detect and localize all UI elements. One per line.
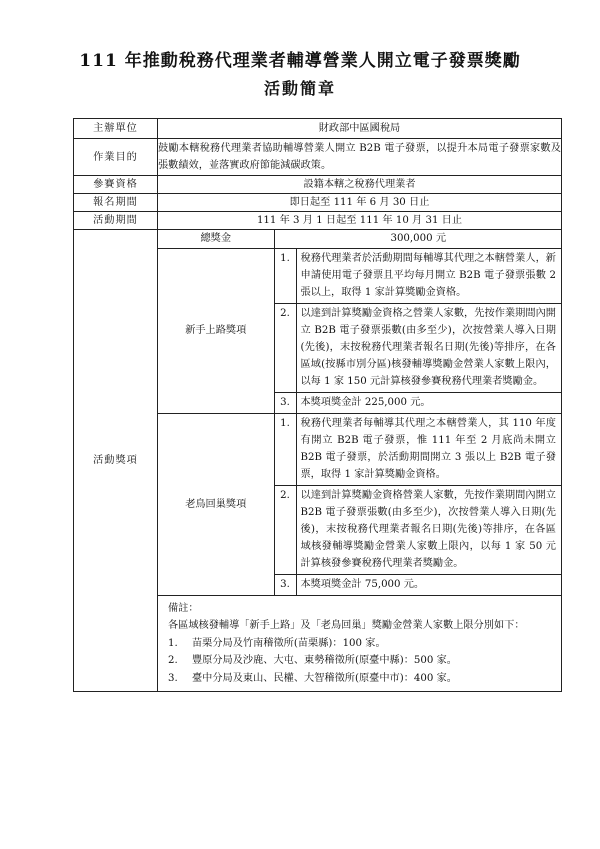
purpose-label: 作業目的 [74, 139, 158, 176]
note-item-3-num: 3. [168, 672, 178, 684]
eligibility-label: 參賽資格 [74, 176, 158, 194]
veteran-item-2-text: 以達到計算獎勵金資格營業人家數，先按作業期間內開立 B2B 電子發票張數(由多至少)，次按營業人導入日期(先後)，末按稅務代理業者報名日期(先後)等排序，在各區域核發輔導獎勵金營業人家數上限內，以每 1 家 50 元計算核發參賽稅務代理業者獎勵金。 [296, 485, 562, 574]
veteran-award-name: 老鳥回巢獎項 [158, 413, 274, 595]
registration-value: 即日起至 111 年 6 月 30 日止 [158, 194, 562, 212]
row-eligibility [74, 176, 562, 194]
note-item-3 [168, 670, 554, 688]
organizer-value: 財政部中區國稅局 [158, 119, 562, 139]
note-item-2-num: 2. [168, 655, 178, 666]
newbie-item-2-num: 2. [274, 303, 296, 392]
activity-table [73, 118, 562, 692]
row-purpose [74, 139, 562, 176]
total-prize-value: 300,000 元 [274, 230, 562, 248]
veteran-item-1-num: 1. [274, 413, 296, 485]
newbie-item-3-num: 3. [274, 392, 296, 413]
awards-label: 活動獎項 [74, 230, 158, 692]
note-cell [158, 595, 562, 691]
document-title: 111 年推動稅務代理業者輔導營業人開立電子發票獎勵 [79, 51, 521, 71]
veteran-item-1-text: 稅務代理業者每輔導其代理之本轄營業人，其 110 年度有開立 B2B 電子發票，惟 111 年至 2 月底尚未開立 B2B 電子發票，於活動期間開立 3 張以上 B2B 電子發票，取得 1 家計算獎勵金資格。 [296, 413, 562, 485]
activity-period-value: 111 年 3 月 1 日起至 111 年 10 月 31 日止 [158, 212, 562, 230]
eligibility-value: 設籍本轄之稅務代理業者 [158, 176, 562, 194]
activity-period-label: 活動期間 [74, 212, 158, 230]
note-item-3-text: 臺中分局及東山、民權、大智稽徵所(原臺中市)：400 家。 [192, 672, 457, 684]
row-registration [74, 194, 562, 212]
awards-cell [158, 230, 562, 692]
document-subtitle: 活動簡章 [263, 79, 336, 98]
organizer-label: 主辦單位 [74, 119, 158, 139]
row-awards [74, 230, 562, 692]
newbie-item-2-text: 以達到計算獎勵金資格之營業人家數，先按作業期間內開立 B2B 電子發票張數(由多至少)，次按營業人導入日期(先後)，末按稅務代理業者報名日期(先後)等排序，在各區域(按縣市別分區)核發輔導獎勵金營業人家數上限內，以每 1 家 150 元計算核發參賽稅務代理業者獎勵金。 [296, 303, 562, 392]
veteran-item-2-num: 2. [274, 485, 296, 574]
note-intro: 各區域核發輔導「新手上路」及「老鳥回巢」獎勵金營業人家數上限分別如下： [168, 620, 525, 631]
note-item-1-num: 1. [168, 637, 178, 649]
veteran-item-1 [158, 413, 562, 485]
row-organizer [74, 119, 562, 139]
veteran-item-3-text: 本獎項獎金計 75,000 元。 [296, 574, 562, 595]
newbie-item-1-text: 稅務代理業者於活動期間每輔導其代理之本轄營業人，新申請使用電子發票且平均每月開立 B2B 電子發票張數 2 張以上，取得 1 家計算獎勵金資格。 [296, 248, 562, 303]
newbie-award-name: 新手上路獎項 [158, 248, 274, 413]
veteran-item-3-num: 3. [274, 574, 296, 595]
row-activity-period [74, 212, 562, 230]
note-title: 備註： [168, 602, 199, 614]
note-item-1-text: 苗栗分局及竹南稽徵所(苗栗縣)：100 家。 [192, 637, 386, 649]
note-row [158, 595, 562, 691]
note-item-1 [168, 635, 554, 653]
newbie-item-1-num: 1. [274, 248, 296, 303]
awards-subtable [158, 230, 562, 691]
registration-label: 報名期間 [74, 194, 158, 212]
note-item-2 [168, 652, 554, 670]
newbie-item-3-text: 本獎項獎金計 225,000 元。 [296, 392, 562, 413]
total-prize-label: 總獎金 [158, 230, 274, 248]
purpose-value: 鼓勵本轄稅務代理業者協助輔導營業人開立 B2B 電子發票，以提升本局電子發票家數及張數績效，並落實政府節能減碳政策。 [158, 139, 562, 176]
note-item-2-text: 豐原分局及沙鹿、大屯、東勢稽徵所(原臺中縣)：500 家。 [192, 655, 457, 666]
newbie-item-1 [158, 248, 562, 303]
total-prize-row [158, 230, 562, 248]
